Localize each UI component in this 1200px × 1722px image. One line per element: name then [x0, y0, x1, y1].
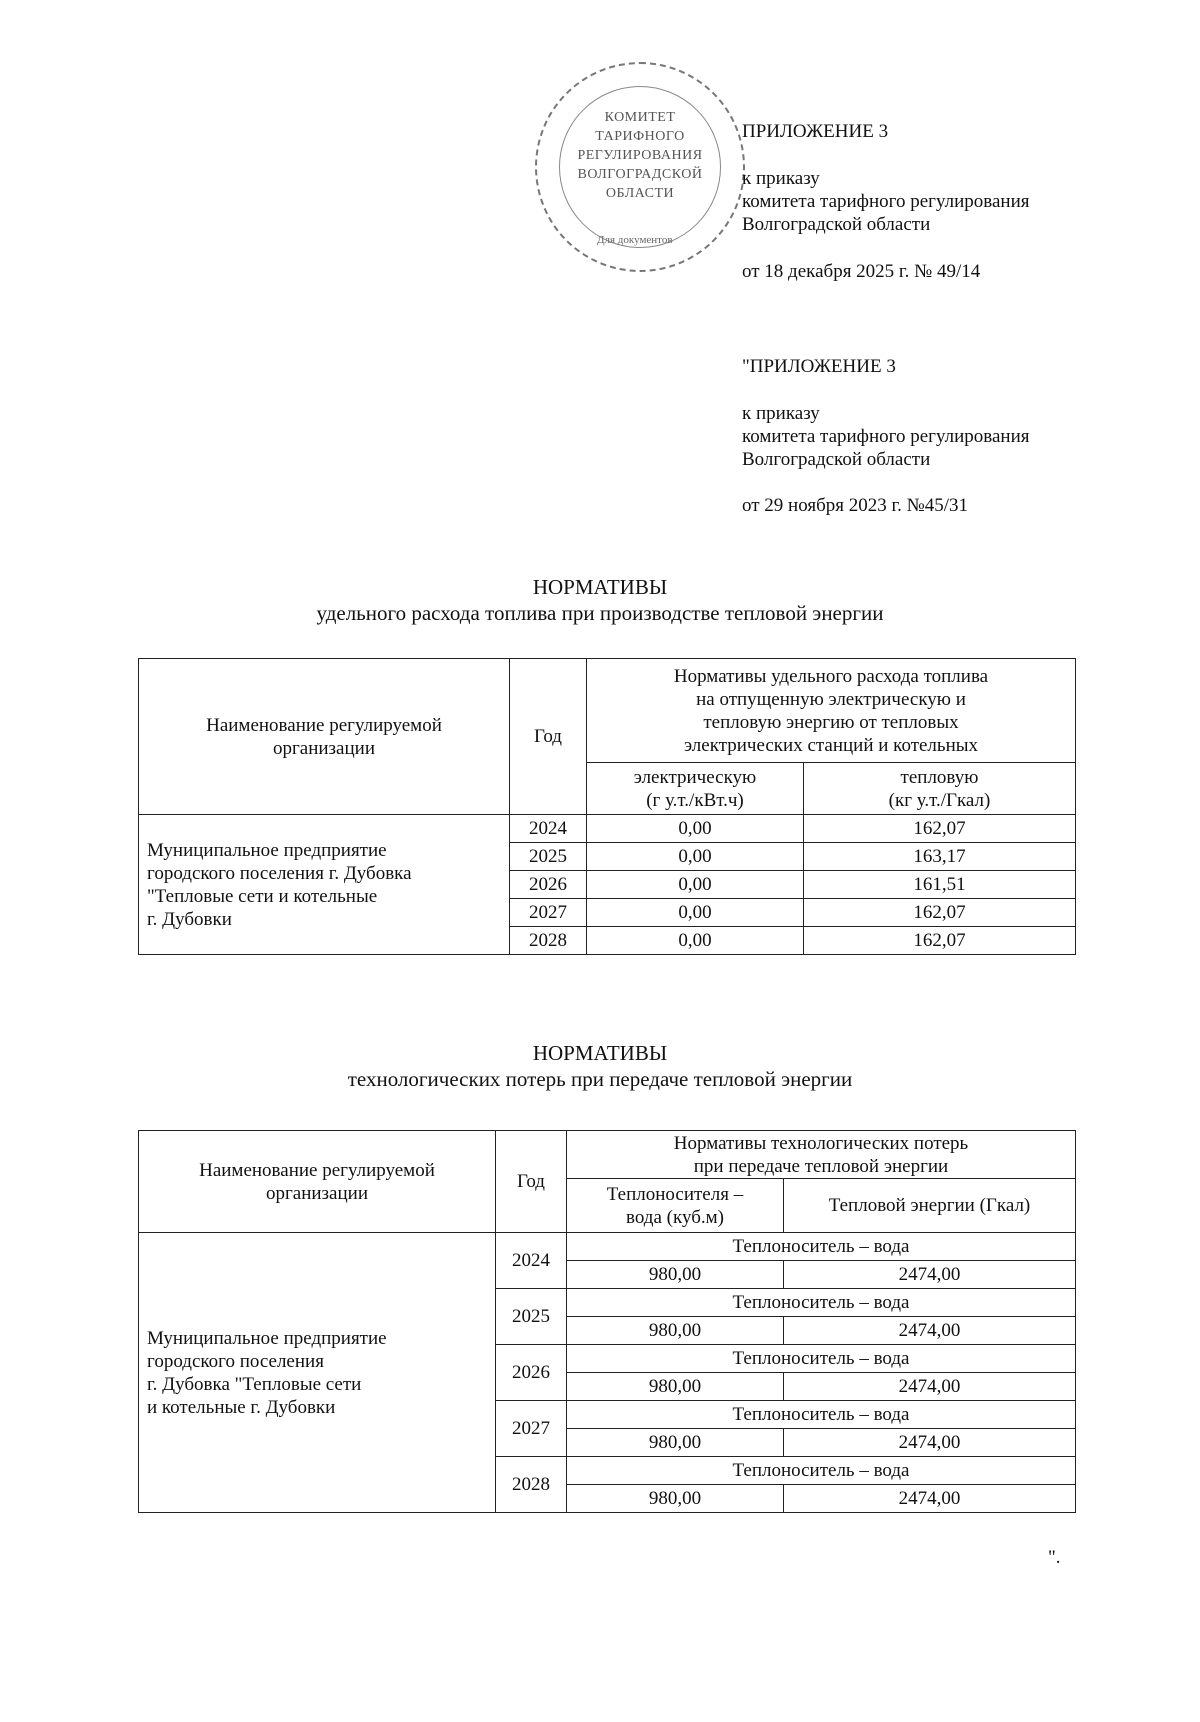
official-stamp [535, 62, 745, 272]
carrier-cell: Теплоноситель – вода [567, 1345, 1076, 1373]
energy-cell: 2474,00 [784, 1485, 1076, 1513]
carrier-cell: Теплоноситель – вода [567, 1401, 1076, 1429]
carrier-cell: Теплоноситель – вода [567, 1289, 1076, 1317]
prior-to-order-label: к приказу [742, 403, 820, 424]
heat-loss-norms-table [138, 1130, 1076, 1513]
year-cell: 2024 [496, 1233, 567, 1289]
closing-quote-mark: ". [1048, 1547, 1061, 1568]
section2-title: НОРМАТИВЫ [532, 1041, 668, 1065]
stamp-bottom-text: Для документов [597, 234, 673, 246]
year-cell: 2026 [510, 871, 587, 899]
year-cell: 2025 [496, 1289, 567, 1345]
prior-appendix-label: "ПРИЛОЖЕНИЕ 3 [742, 356, 896, 377]
section1-subtitle: удельного расхода топлива при производстве тепловой энергии [316, 601, 884, 625]
order-date: от 18 декабря 2025 г. № 49/14 [742, 261, 981, 282]
water-cell: 980,00 [567, 1373, 784, 1401]
heat-cell: 162,07 [804, 927, 1076, 955]
year-cell: 2027 [496, 1401, 567, 1457]
prior-order-date: от 29 ноября 2023 г. №45/31 [742, 495, 969, 516]
water-cell: 980,00 [567, 1317, 784, 1345]
electric-cell: 0,00 [587, 871, 804, 899]
electric-cell: 0,00 [587, 815, 804, 843]
region-label: Волгоградской области [742, 214, 931, 235]
header-heat: тепловую (кг у.т./Гкал) [804, 763, 1076, 815]
stamp-center-text: КОМИТЕТ ТАРИФНОГО РЕГУЛИРОВАНИЯ ВОЛГОГРАДСКОЙ ОБЛАСТИ [577, 110, 703, 201]
carrier-cell: Теплоноситель – вода [567, 1457, 1076, 1485]
water-cell: 980,00 [567, 1429, 784, 1457]
water-cell: 980,00 [567, 1485, 784, 1513]
energy-cell: 2474,00 [784, 1317, 1076, 1345]
header-year: Год [510, 659, 587, 815]
header-electric: электрическую (г у.т./кВт.ч) [587, 763, 804, 815]
fuel-norms-table [138, 658, 1076, 955]
carrier-cell: Теплоноситель – вода [567, 1233, 1076, 1261]
committee-label: комитета тарифного регулирования [742, 191, 1030, 212]
year-cell: 2024 [510, 815, 587, 843]
energy-cell: 2474,00 [784, 1373, 1076, 1401]
header-org: Наименование регулируемой организации [139, 659, 510, 815]
section2-subtitle: технологических потерь при передаче тепловой энергии [347, 1067, 853, 1091]
table-row [139, 815, 1076, 843]
energy-cell: 2474,00 [784, 1429, 1076, 1457]
org-name: Муниципальное предприятие городского поселения г. Дубовка "Тепловые сети и котельные г. Дубовки [139, 815, 510, 955]
to-order-label: к приказу [742, 168, 820, 189]
heat-cell: 161,51 [804, 871, 1076, 899]
electric-cell: 0,00 [587, 843, 804, 871]
header-water: Теплоносителя – вода (куб.м) [567, 1179, 784, 1233]
section1-title: НОРМАТИВЫ [532, 575, 668, 599]
energy-cell: 2474,00 [784, 1261, 1076, 1289]
prior-region-label: Волгоградской области [742, 449, 931, 470]
heat-cell: 162,07 [804, 899, 1076, 927]
header-year: Год [496, 1131, 567, 1233]
year-cell: 2025 [510, 843, 587, 871]
header-energy: Тепловой энергии (Гкал) [784, 1179, 1076, 1233]
heat-cell: 162,07 [804, 815, 1076, 843]
table-row [139, 1233, 1076, 1261]
electric-cell: 0,00 [587, 899, 804, 927]
year-cell: 2028 [510, 927, 587, 955]
electric-cell: 0,00 [587, 927, 804, 955]
year-cell: 2028 [496, 1457, 567, 1513]
year-cell: 2026 [496, 1345, 567, 1401]
header-loss-group: Нормативы технологических потерь при передаче тепловой энергии [567, 1131, 1076, 1179]
water-cell: 980,00 [567, 1261, 784, 1289]
header-fuel-group: Нормативы удельного расхода топлива на отпущенную электрическую и тепловую энергию от тепловых электрических станций и котельных [587, 659, 1076, 763]
appendix-label: ПРИЛОЖЕНИЕ 3 [742, 121, 889, 142]
heat-cell: 163,17 [804, 843, 1076, 871]
prior-committee-label: комитета тарифного регулирования [742, 426, 1030, 447]
year-cell: 2027 [510, 899, 587, 927]
header-org: Наименование регулируемой организации [139, 1131, 496, 1233]
org-name: Муниципальное предприятие городского поселения г. Дубовка "Тепловые сети и котельные г. Дубовки [139, 1233, 496, 1513]
